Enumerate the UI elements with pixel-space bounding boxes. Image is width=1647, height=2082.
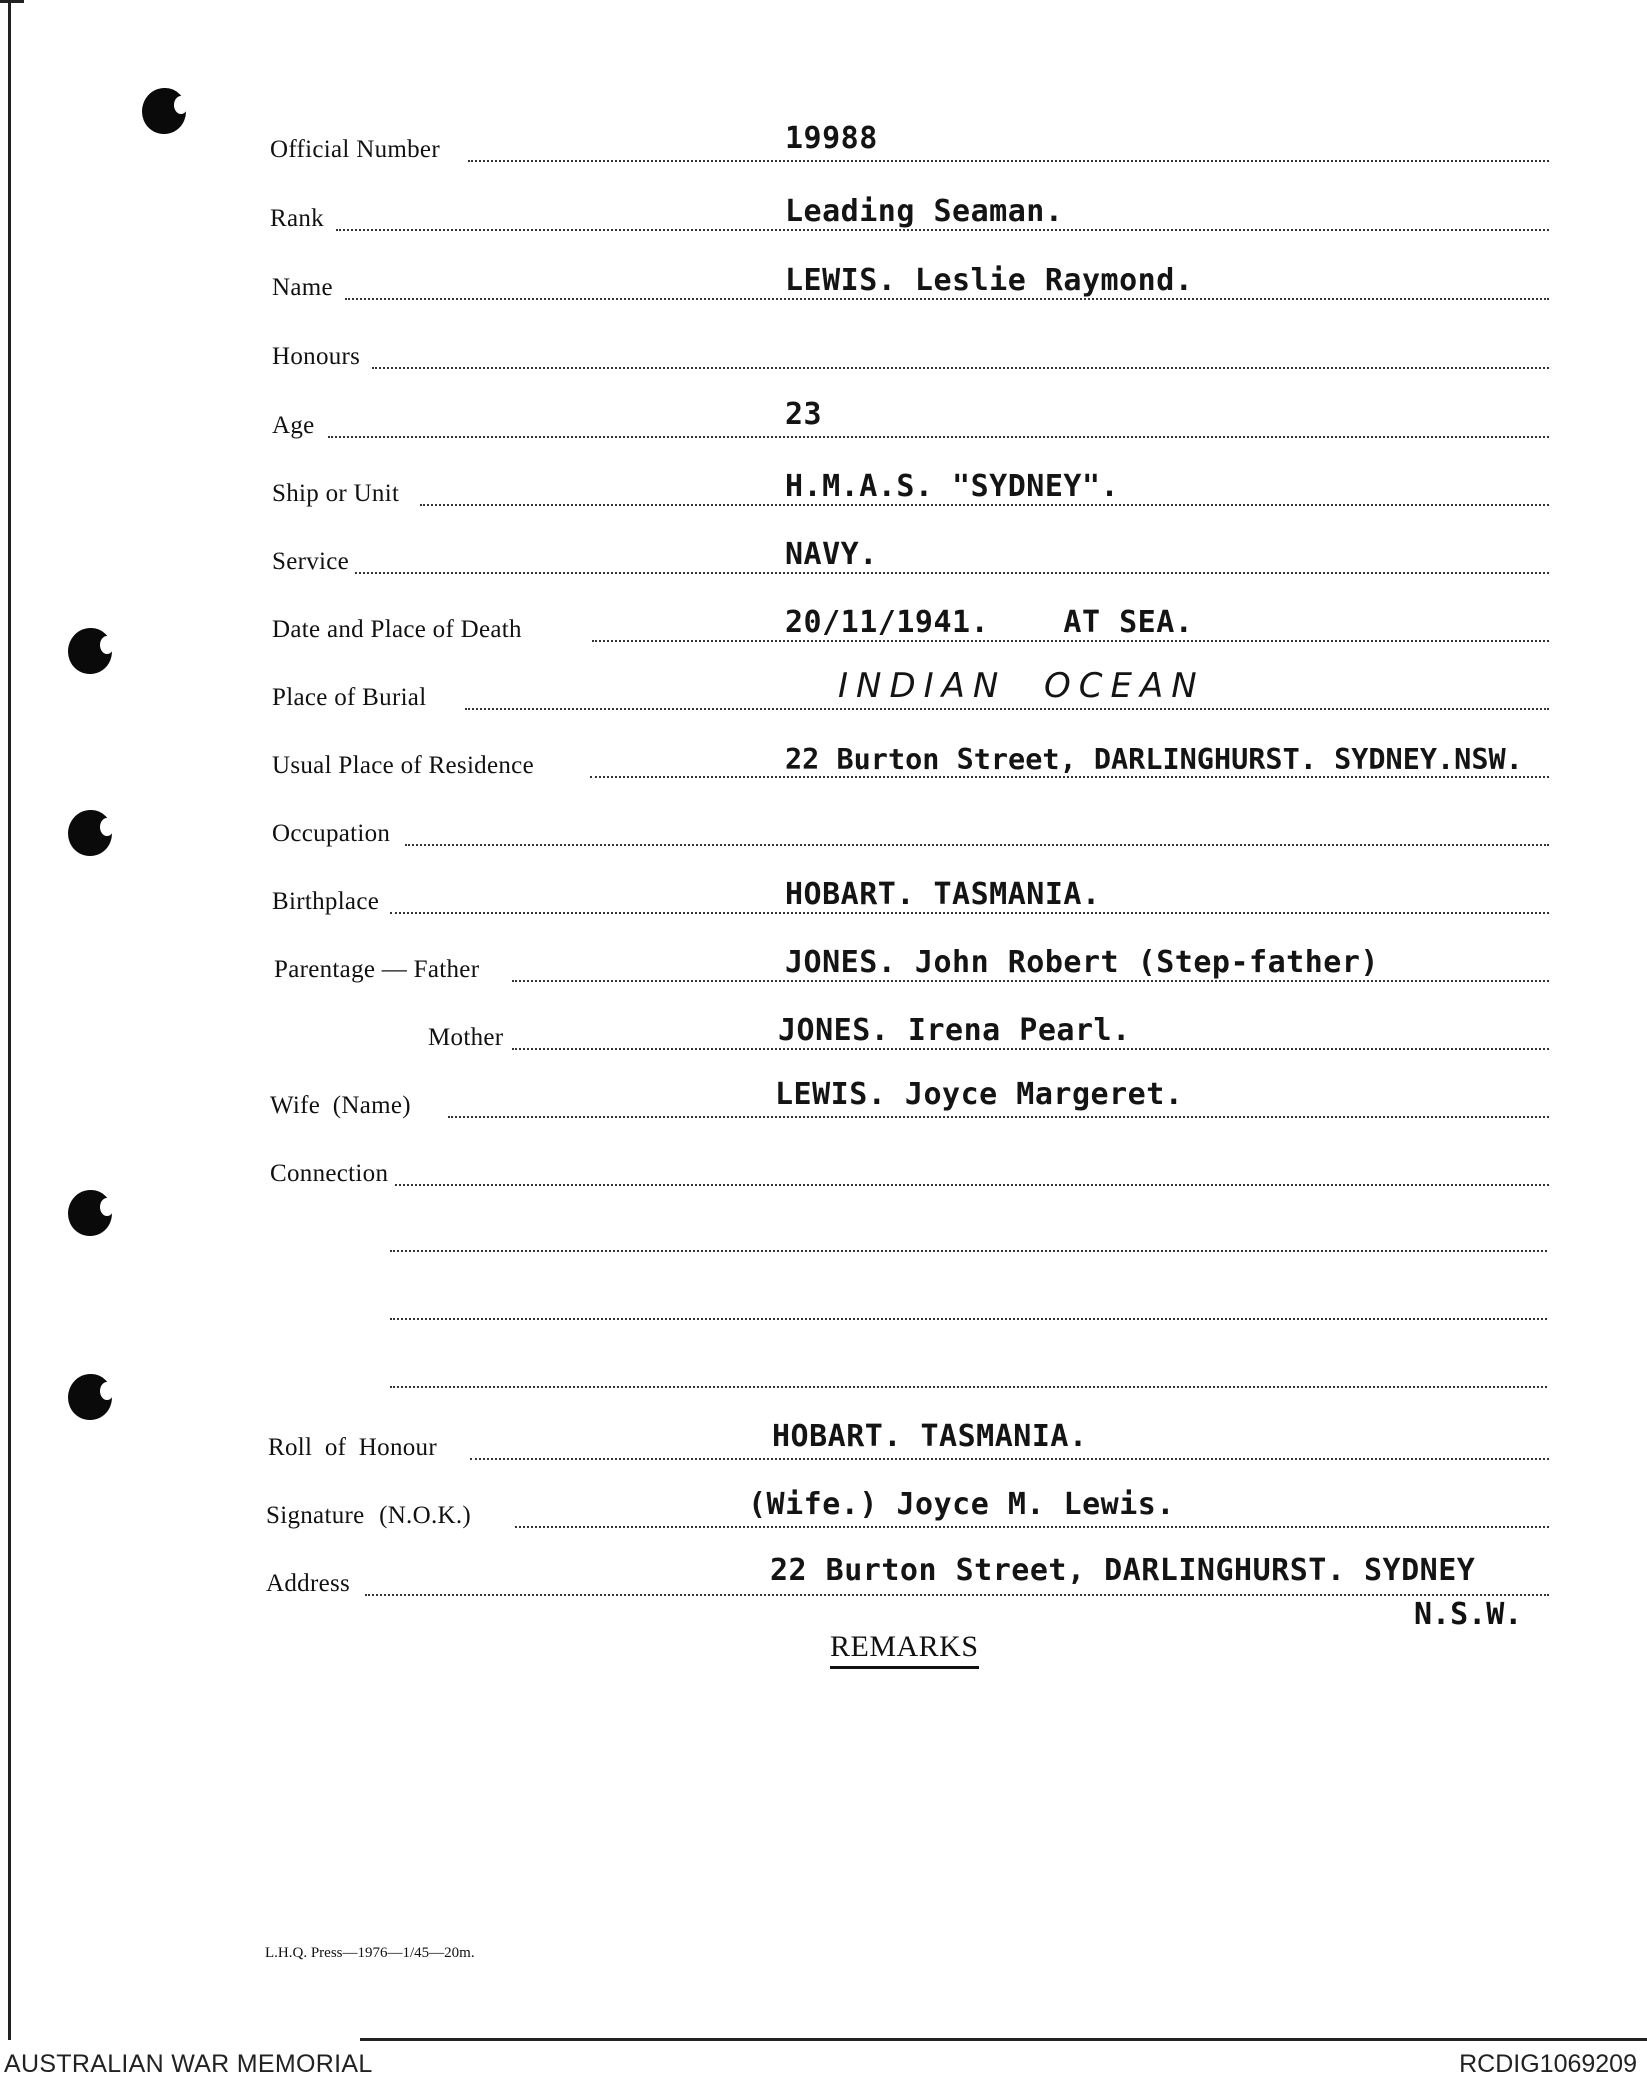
field-honours [0,327,1647,377]
field-value: LEWIS. Leslie Raymond. [785,263,1194,298]
field-date-place-of-death [0,600,1647,650]
punch-hole-icon [68,1374,112,1420]
archive-credit: AUSTRALIAN WAR MEMORIAL [4,2050,373,2078]
field-label: Signature (N.O.K.) [266,1502,472,1529]
field-birthplace [0,872,1647,922]
field-label: Address [266,1570,351,1597]
field-label: Birthplace [272,888,380,915]
field-label: Rank [270,205,324,232]
field-value: JONES. John Robert (Step-father) [785,945,1379,980]
field-label: Service [272,548,350,575]
field-label: Date and Place of Death [272,616,522,643]
field-value: JONES. Irena Pearl. [778,1013,1131,1048]
field-label: Parentage — Father [274,956,480,983]
field-label: Ship or Unit [272,480,400,507]
field-age [0,396,1647,446]
remarks-heading: REMARKS [830,1630,979,1669]
blank-dotted-line [390,1250,1547,1252]
field-occupation [0,804,1647,854]
field-value: 20/11/1941. AT SEA. [785,605,1194,640]
field-value: 19988 [785,121,878,156]
field-value: H.M.A.S. "SYDNEY". [785,469,1120,504]
field-label: Age [272,412,315,439]
field-roll-of-honour [0,1418,1647,1468]
field-rank [0,189,1647,239]
field-official-number [0,120,1647,170]
punch-hole-icon [68,1190,112,1236]
field-label: Wife (Name) [270,1092,411,1119]
field-label: Connection [270,1160,389,1187]
field-value: 22 Burton Street, DARLINGHURST. SYDNEY.NSW. [785,743,1523,776]
field-address [0,1554,1647,1604]
field-label: Roll of Honour [268,1434,437,1461]
field-parentage-father [0,940,1647,990]
blank-dotted-line [390,1318,1547,1320]
field-usual-place-of-residence [0,736,1647,786]
field-label: Name [272,274,333,301]
field-label: Place of Burial [272,684,427,711]
field-value: Leading Seaman. [785,194,1064,229]
field-value: 22 Burton Street, DARLINGHURST. SYDNEY [770,1553,1476,1588]
blank-dotted-line [390,1386,1547,1388]
print-code: L.H.Q. Press—1976—1/45—20m. [265,1945,475,1961]
field-value: (Wife.) Joyce M. Lewis. [748,1487,1175,1522]
field-parentage-mother [0,1008,1647,1058]
scan-edge-bottom [360,2038,1647,2041]
field-value: HOBART. TASMANIA. [772,1419,1088,1454]
field-place-of-burial [0,668,1647,718]
field-value: LEWIS. Joyce Margeret. [775,1077,1184,1112]
archive-id: RCDIG1069209 [1459,2050,1637,2078]
field-value: HOBART. TASMANIA. [785,877,1101,912]
field-signature-nok [0,1486,1647,1536]
field-label: Honours [272,343,361,370]
field-value: INDIAN OCEAN [838,666,1205,706]
field-name [0,258,1647,308]
field-connection [0,1144,1647,1194]
field-value: NAVY. [785,537,878,572]
field-ship-or-unit [0,464,1647,514]
field-value: 23 [785,397,823,432]
field-wife-name [0,1076,1647,1126]
field-label: Official Number [270,136,440,163]
address-continued: N.S.W. [1414,1597,1523,1632]
field-label: Mother [428,1024,504,1051]
field-label: Usual Place of Residence [272,752,534,779]
field-service [0,532,1647,582]
scan-edge-top [0,0,24,3]
field-label: Occupation [272,820,391,847]
